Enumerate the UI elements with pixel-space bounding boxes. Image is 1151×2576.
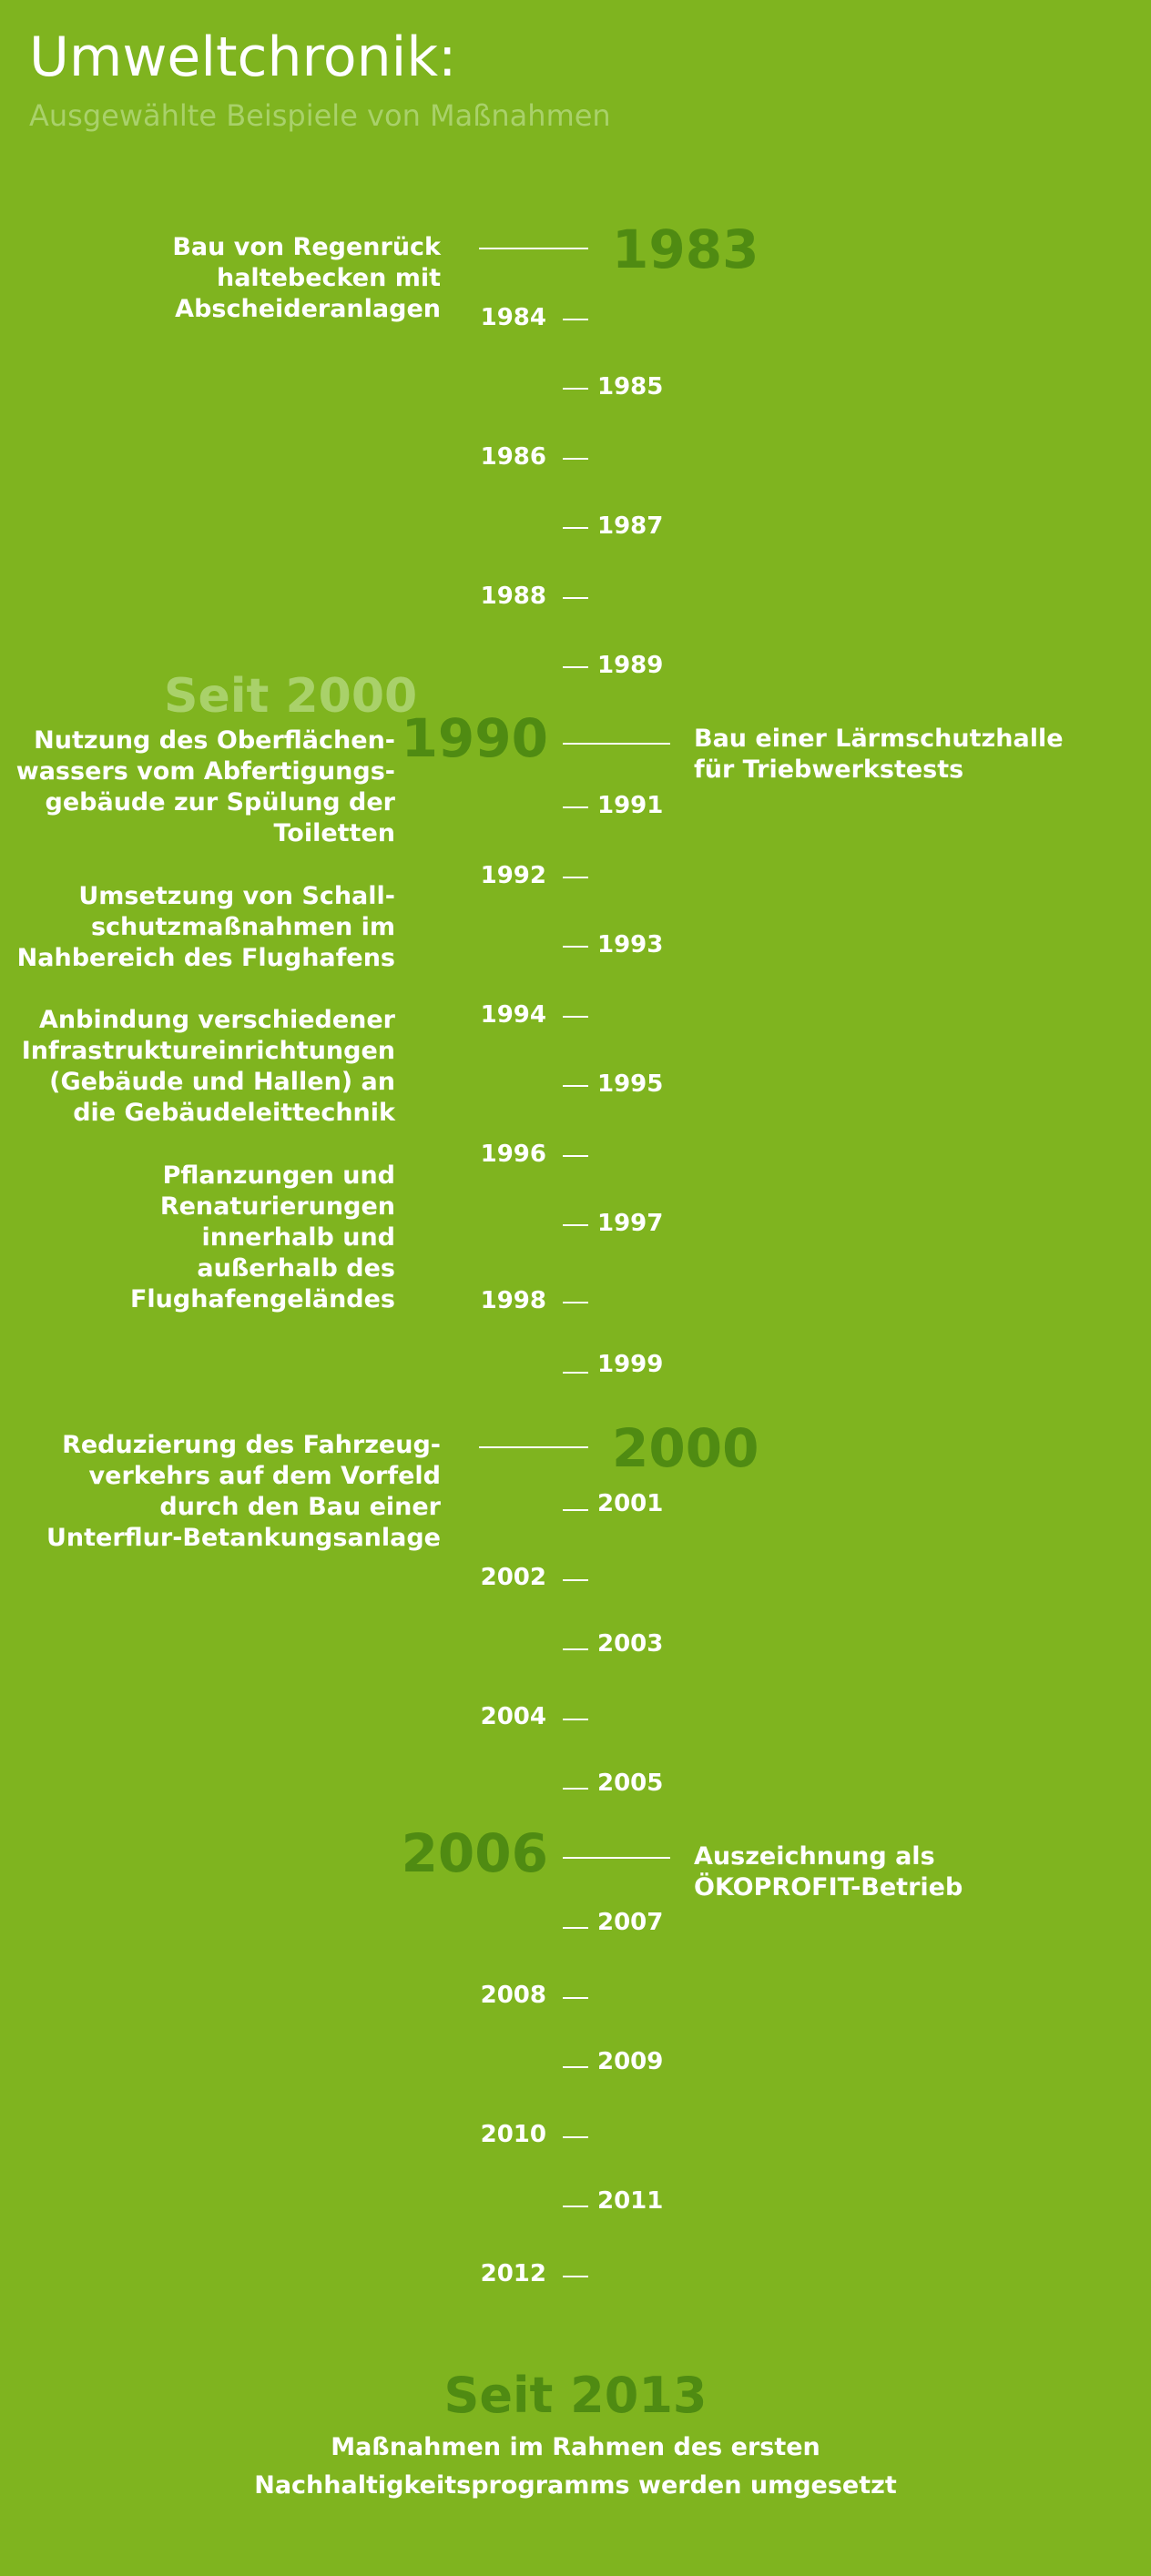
tick-1992	[563, 877, 588, 878]
year-1999: 1999	[597, 1351, 664, 1378]
milestone-1990-description: Bau einer Lärmschutzhalle für Triebwerkstests	[694, 725, 1064, 784]
milestone-1983-year: 1983	[612, 218, 759, 280]
page-subtitle: Ausgewählte Beispiele von Maßnahmen	[29, 98, 611, 133]
year-1996: 1996	[480, 1141, 546, 1168]
tick-1994	[563, 1016, 588, 1018]
tick-2008	[563, 1997, 588, 1999]
tick-1984	[563, 319, 588, 320]
tick-2010	[563, 2136, 588, 2138]
tick-1995	[563, 1085, 588, 1087]
year-2011: 2011	[597, 2187, 664, 2215]
tick-1985	[563, 388, 588, 390]
tick-1993	[563, 946, 588, 948]
tick-1997	[563, 1224, 588, 1226]
year-2004: 2004	[480, 1703, 546, 1730]
year-2003: 2003	[597, 1630, 664, 1658]
year-1993: 1993	[597, 931, 664, 958]
year-1997: 1997	[597, 1210, 664, 1237]
since-2013-description: Maßnahmen im Rahmen des ersten Nachhaltigkeitsprogramms werden umgesetzt	[254, 2433, 897, 2500]
since-2000-label: Seit 2000	[164, 669, 418, 724]
since-2013-label: Seit 2013	[443, 2367, 708, 2424]
year-1995: 1995	[597, 1070, 664, 1098]
year-1992: 1992	[480, 862, 546, 889]
year-1988: 1988	[480, 583, 546, 610]
milestone-2006-line	[563, 1857, 670, 1859]
milestone-1990-year: 1990	[401, 707, 548, 769]
tick-2001	[563, 1509, 588, 1511]
since-2000-item-4: Pflanzungen und Renaturierungen innerhalb und außerhalb des Flughafengeländes	[129, 1161, 395, 1313]
tick-1996	[563, 1155, 588, 1157]
tick-2012	[563, 2276, 588, 2277]
since-2000-item-1: Nutzung des Oberflächen- wassers vom Abfertigungs- gebäude zur Spülung der Toiletten	[15, 726, 395, 847]
milestone-2000-line	[479, 1446, 588, 1448]
year-1985: 1985	[597, 373, 664, 401]
year-1986: 1986	[480, 443, 546, 471]
year-2005: 2005	[597, 1770, 664, 1797]
tick-1986	[563, 458, 588, 460]
tick-2009	[563, 2066, 588, 2068]
year-1989: 1989	[597, 652, 664, 679]
tick-1988	[563, 597, 588, 599]
tick-1999	[563, 1372, 588, 1374]
tick-2007	[563, 1927, 588, 1929]
year-1994: 1994	[480, 1001, 546, 1029]
year-1984: 1984	[480, 304, 546, 331]
tick-1987	[563, 527, 588, 529]
page-title: Umweltchronik:	[29, 25, 457, 89]
tick-2002	[563, 1579, 588, 1581]
milestone-2000-year: 2000	[612, 1417, 759, 1479]
milestone-2006-description: Auszeichnung als ÖKOPROFIT-Betrieb	[694, 1842, 963, 1902]
tick-2011	[563, 2206, 588, 2207]
year-2001: 2001	[597, 1490, 664, 1517]
since-2000-item-2: Umsetzung von Schall- schutzmaßnahmen im Nahbereich des Flughafens	[16, 882, 395, 972]
tick-1991	[563, 806, 588, 808]
milestone-2000-description: Reduzierung des Fahrzeug- verkehrs auf dem Vorfeld durch den Bau einer Unterflur-Betankungsanlage	[46, 1431, 441, 1552]
year-1998: 1998	[480, 1287, 546, 1314]
year-2012: 2012	[480, 2260, 546, 2287]
year-2002: 2002	[480, 1564, 546, 1591]
tick-2005	[563, 1788, 588, 1790]
year-2009: 2009	[597, 2048, 664, 2075]
year-2007: 2007	[597, 1909, 664, 1936]
milestone-1983-line	[479, 248, 588, 249]
year-2008: 2008	[480, 1982, 546, 2009]
since-2000-item-3: Anbindung verschiedener Infrastruktureinrichtungen (Gebäude und Hallen) an die Gebäudeleittechnik	[21, 1006, 395, 1127]
milestone-2006-year: 2006	[401, 1822, 548, 1884]
year-2010: 2010	[480, 2121, 546, 2148]
tick-1989	[563, 666, 588, 668]
tick-1998	[563, 1302, 588, 1303]
year-1987: 1987	[597, 512, 664, 540]
tick-2004	[563, 1719, 588, 1720]
year-1991: 1991	[597, 792, 664, 819]
milestone-1983-description: Bau von Regenrück haltebecken mit Abscheideranlagen	[172, 233, 441, 323]
tick-2003	[563, 1648, 588, 1650]
milestone-1990-line	[563, 743, 670, 745]
